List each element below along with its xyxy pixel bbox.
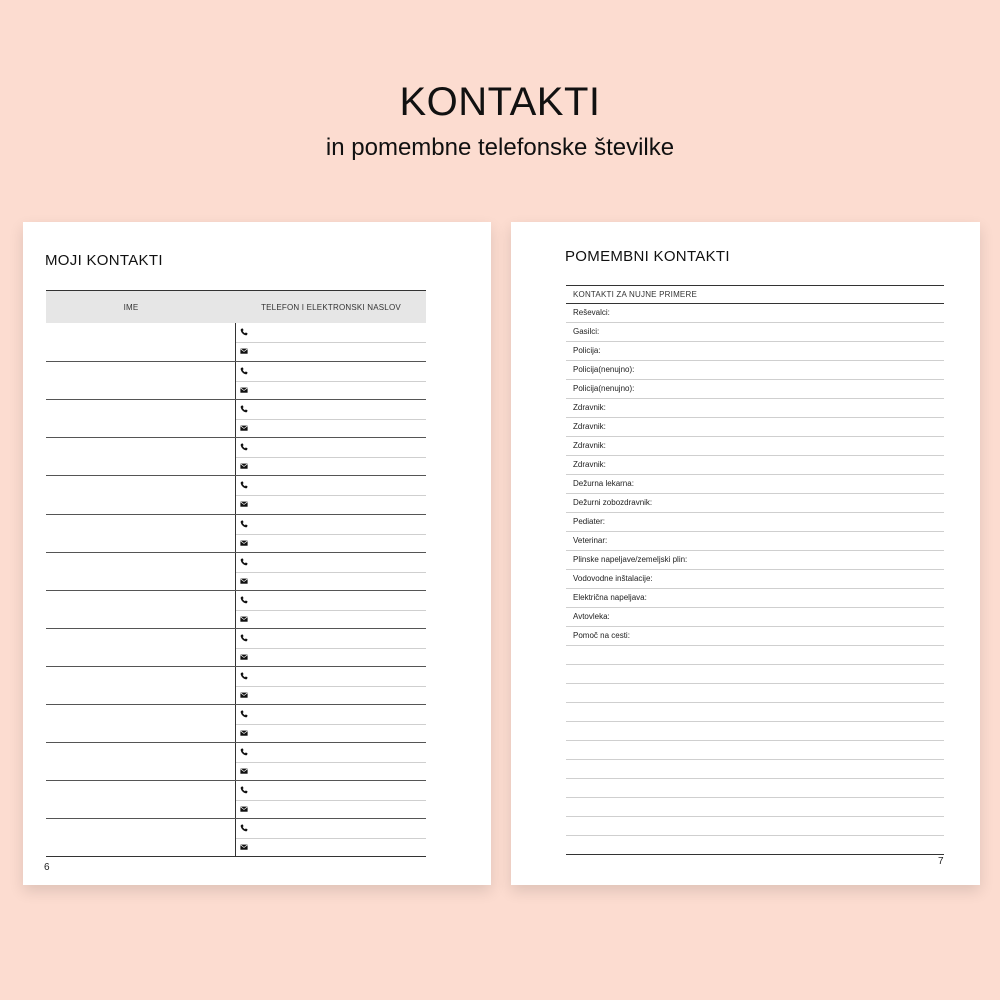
list-item: Pomoč na cesti:	[566, 627, 944, 646]
phone-icon	[239, 747, 249, 757]
row-divider	[236, 762, 426, 763]
list-item: Policija:	[566, 342, 944, 361]
list-item: Zdravnik:	[566, 456, 944, 475]
phone-icon	[239, 442, 249, 452]
mail-icon	[239, 385, 249, 395]
mail-icon	[239, 690, 249, 700]
table-row	[46, 437, 426, 475]
phone-icon	[239, 366, 249, 376]
contacts-table-body	[46, 323, 426, 857]
list-item	[566, 817, 944, 836]
list-item	[566, 760, 944, 779]
phone-icon	[239, 785, 249, 795]
list-item	[566, 684, 944, 703]
mail-icon	[239, 614, 249, 624]
list-item	[566, 722, 944, 741]
page-number: 7	[938, 856, 944, 867]
list-item: Pediater:	[566, 513, 944, 532]
hero-subtitle: in pomembne telefonske številke	[325, 134, 675, 161]
row-divider	[236, 838, 426, 839]
column-header-contact: TELEFON I ELEKTRONSKI NASLOV	[261, 302, 401, 312]
phone-icon	[239, 327, 249, 337]
table-row	[46, 666, 426, 704]
list-item: Reševalci:	[566, 304, 944, 323]
contacts-table	[46, 290, 426, 858]
page-heading: MOJI KONTAKTI	[45, 252, 163, 269]
phone-icon	[239, 480, 249, 490]
contacts-table-header	[46, 290, 426, 323]
list-item	[566, 646, 944, 665]
phone-icon	[239, 823, 249, 833]
mail-icon	[239, 346, 249, 356]
phone-icon	[239, 595, 249, 605]
list-item	[566, 741, 944, 760]
list-item: Vodovodne inštalacije:	[566, 570, 944, 589]
mail-icon	[239, 804, 249, 814]
column-header-name: IME	[123, 302, 139, 312]
list-item: Veterinar:	[566, 532, 944, 551]
page-number: 6	[44, 862, 50, 873]
emergency-table-body	[566, 304, 944, 855]
list-item: Avtovleka:	[566, 608, 944, 627]
list-item: Zdravnik:	[566, 437, 944, 456]
table-row	[46, 399, 426, 437]
list-item: Zdravnik:	[566, 399, 944, 418]
phone-icon	[239, 709, 249, 719]
row-divider	[236, 495, 426, 496]
table-row	[46, 818, 426, 856]
mail-icon	[239, 461, 249, 471]
hero-title: KONTAKTI	[399, 80, 601, 124]
mail-icon	[239, 576, 249, 586]
page-left	[23, 222, 491, 885]
row-divider	[236, 534, 426, 535]
emergency-table	[566, 285, 944, 855]
list-item: Policija(nenujno):	[566, 380, 944, 399]
list-item: Gasilci:	[566, 323, 944, 342]
row-divider	[236, 610, 426, 611]
mail-icon	[239, 423, 249, 433]
table-row	[46, 590, 426, 628]
phone-icon	[239, 671, 249, 681]
list-item: Električna napeljava:	[566, 589, 944, 608]
mail-icon	[239, 766, 249, 776]
page-heading: POMEMBNI KONTAKTI	[565, 248, 730, 265]
row-divider	[236, 648, 426, 649]
mail-icon	[239, 499, 249, 509]
emergency-table-header: KONTAKTI ZA NUJNE PRIMERE	[566, 285, 944, 304]
list-item: Policija(nenujno):	[566, 361, 944, 380]
page-right	[511, 222, 980, 885]
table-row	[46, 780, 426, 818]
row-divider	[236, 381, 426, 382]
row-divider	[236, 342, 426, 343]
list-item	[566, 665, 944, 684]
mail-icon	[239, 842, 249, 852]
table-row	[46, 628, 426, 666]
table-row	[46, 514, 426, 552]
phone-icon	[239, 633, 249, 643]
list-item	[566, 836, 944, 855]
table-row	[46, 323, 426, 361]
table-row	[46, 475, 426, 513]
mail-icon	[239, 538, 249, 548]
phone-icon	[239, 557, 249, 567]
list-item	[566, 779, 944, 798]
list-item: Zdravnik:	[566, 418, 944, 437]
row-divider	[236, 457, 426, 458]
phone-icon	[239, 404, 249, 414]
row-divider	[236, 686, 426, 687]
list-item: Plinske napeljave/zemeljski plin:	[566, 551, 944, 570]
list-item: Dežurni zobozdravnik:	[566, 494, 944, 513]
row-divider	[236, 572, 426, 573]
row-divider	[236, 724, 426, 725]
list-item: Dežurna lekarna:	[566, 475, 944, 494]
list-item	[566, 798, 944, 817]
row-divider	[236, 800, 426, 801]
phone-icon	[239, 519, 249, 529]
mail-icon	[239, 728, 249, 738]
table-row	[46, 704, 426, 742]
row-divider	[236, 419, 426, 420]
table-row	[46, 742, 426, 780]
list-item	[566, 703, 944, 722]
table-row	[46, 552, 426, 590]
mail-icon	[239, 652, 249, 662]
table-row	[46, 361, 426, 399]
